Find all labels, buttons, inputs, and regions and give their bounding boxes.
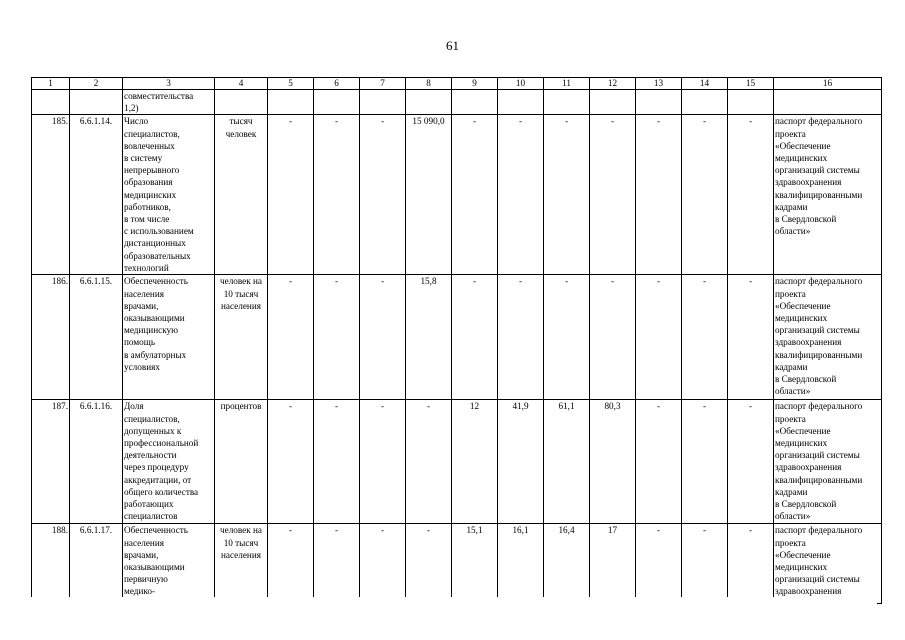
table-row xyxy=(32,400,882,524)
table-row xyxy=(32,524,882,604)
indicator-value: 12 xyxy=(452,400,498,524)
column-header: 11 xyxy=(544,78,590,90)
column-header: 2 xyxy=(70,78,123,90)
source-document: паспорт федерального проекта «Обеспечение медицинских организаций системы здравоохранения квалифицированными кадрами в Свердловской области» xyxy=(774,275,882,400)
column-header: 4 xyxy=(215,78,268,90)
table-row xyxy=(32,115,882,275)
indicator-value: - xyxy=(544,275,590,400)
page-bottom-margin xyxy=(31,597,877,640)
continuation-row xyxy=(32,90,882,115)
indicator-value: - xyxy=(268,400,314,524)
indicator-name: Число специалистов, вовлеченных в систему непрерывного образования медицинских работников, в том числе с использованием дистанционных образовательных технологий xyxy=(123,115,215,275)
unit-of-measure: тысяч человек xyxy=(215,115,268,275)
indicator-value: - xyxy=(498,275,544,400)
indicator-value: - xyxy=(728,400,774,524)
row-number: 185. xyxy=(32,115,70,275)
indicator-value: - xyxy=(728,524,774,604)
unit-of-measure: процентов xyxy=(215,400,268,524)
indicator-value: - xyxy=(636,400,682,524)
indicator-value: 16,4 xyxy=(544,524,590,604)
indicator-value: - xyxy=(406,400,452,524)
indicator-value: - xyxy=(314,400,360,524)
row-number: 186. xyxy=(32,275,70,400)
row-number: 188. xyxy=(32,524,70,604)
indicator-value: - xyxy=(314,115,360,275)
indicator-value: 15 090,0 xyxy=(406,115,452,275)
table-row xyxy=(32,275,882,400)
indicator-name: Обеспеченность населения врачами, оказывающими медицинскую помощь в амбулаторных условиях xyxy=(123,275,215,400)
continuation-text: совместительства 1,2) xyxy=(123,90,215,115)
indicator-value: - xyxy=(636,115,682,275)
unit-of-measure: человек на 10 тысяч населения xyxy=(215,524,268,604)
indicator-value: - xyxy=(452,275,498,400)
indicator-value: - xyxy=(682,115,728,275)
column-header: 7 xyxy=(360,78,406,90)
indicator-value: - xyxy=(682,524,728,604)
column-header: 12 xyxy=(590,78,636,90)
indicator-value: - xyxy=(498,115,544,275)
column-header: 16 xyxy=(774,78,882,90)
indicator-value: - xyxy=(314,524,360,604)
column-header: 1 xyxy=(32,78,70,90)
source-document: паспорт федерального проекта «Обеспечение медицинских организаций системы здравоохранения xyxy=(774,524,882,604)
indicator-value: - xyxy=(636,275,682,400)
indicator-code: 6.6.1.14. xyxy=(70,115,123,275)
indicator-value: - xyxy=(682,400,728,524)
source-document: паспорт федерального проекта «Обеспечение медицинских организаций системы здравоохранения квалифицированными кадрами в Свердловской области» xyxy=(774,400,882,524)
column-header: 14 xyxy=(682,78,728,90)
indicator-value: 17 xyxy=(590,524,636,604)
source-document: паспорт федерального проекта «Обеспечение медицинских организаций системы здравоохранения квалифицированными кадрами в Свердловской области» xyxy=(774,115,882,275)
column-header: 5 xyxy=(268,78,314,90)
column-header: 9 xyxy=(452,78,498,90)
indicator-value: 41,9 xyxy=(498,400,544,524)
indicator-value: - xyxy=(452,115,498,275)
indicator-code: 6.6.1.15. xyxy=(70,275,123,400)
indicator-value: - xyxy=(636,524,682,604)
indicator-value: 80,3 xyxy=(590,400,636,524)
indicator-value: - xyxy=(360,115,406,275)
indicator-value: 16,1 xyxy=(498,524,544,604)
indicator-value: - xyxy=(544,115,590,275)
indicator-name: Обеспеченность населения врачами, оказывающими первичную медико- xyxy=(123,524,215,604)
indicator-code: 6.6.1.17. xyxy=(70,524,123,604)
page-number: 61 xyxy=(446,38,459,53)
indicator-value: - xyxy=(314,275,360,400)
unit-of-measure: человек на 10 тысяч населения xyxy=(215,275,268,400)
column-header: 6 xyxy=(314,78,360,90)
indicator-value: - xyxy=(360,524,406,604)
indicator-value: - xyxy=(590,115,636,275)
indicator-value: - xyxy=(406,524,452,604)
indicator-value: - xyxy=(590,275,636,400)
indicator-code: 6.6.1.16. xyxy=(70,400,123,524)
column-header: 3 xyxy=(123,78,215,90)
indicator-value: - xyxy=(728,115,774,275)
column-header: 8 xyxy=(406,78,452,90)
indicator-value: - xyxy=(268,275,314,400)
indicator-name: Доля специалистов, допущенных к профессиональной деятельности через процедуру аккредитации, от общего количества работающих специалистов xyxy=(123,400,215,524)
indicator-value: - xyxy=(360,400,406,524)
row-number: 187. xyxy=(32,400,70,524)
indicator-value: - xyxy=(360,275,406,400)
indicator-value: 15,8 xyxy=(406,275,452,400)
indicator-value: - xyxy=(728,275,774,400)
indicators-table xyxy=(31,77,882,604)
indicator-value: 15,1 xyxy=(452,524,498,604)
table-header-row xyxy=(32,78,882,90)
indicator-value: - xyxy=(268,524,314,604)
column-header: 15 xyxy=(728,78,774,90)
indicator-value: - xyxy=(682,275,728,400)
column-header: 10 xyxy=(498,78,544,90)
indicator-value: 61,1 xyxy=(544,400,590,524)
column-header: 13 xyxy=(636,78,682,90)
indicator-value: - xyxy=(268,115,314,275)
